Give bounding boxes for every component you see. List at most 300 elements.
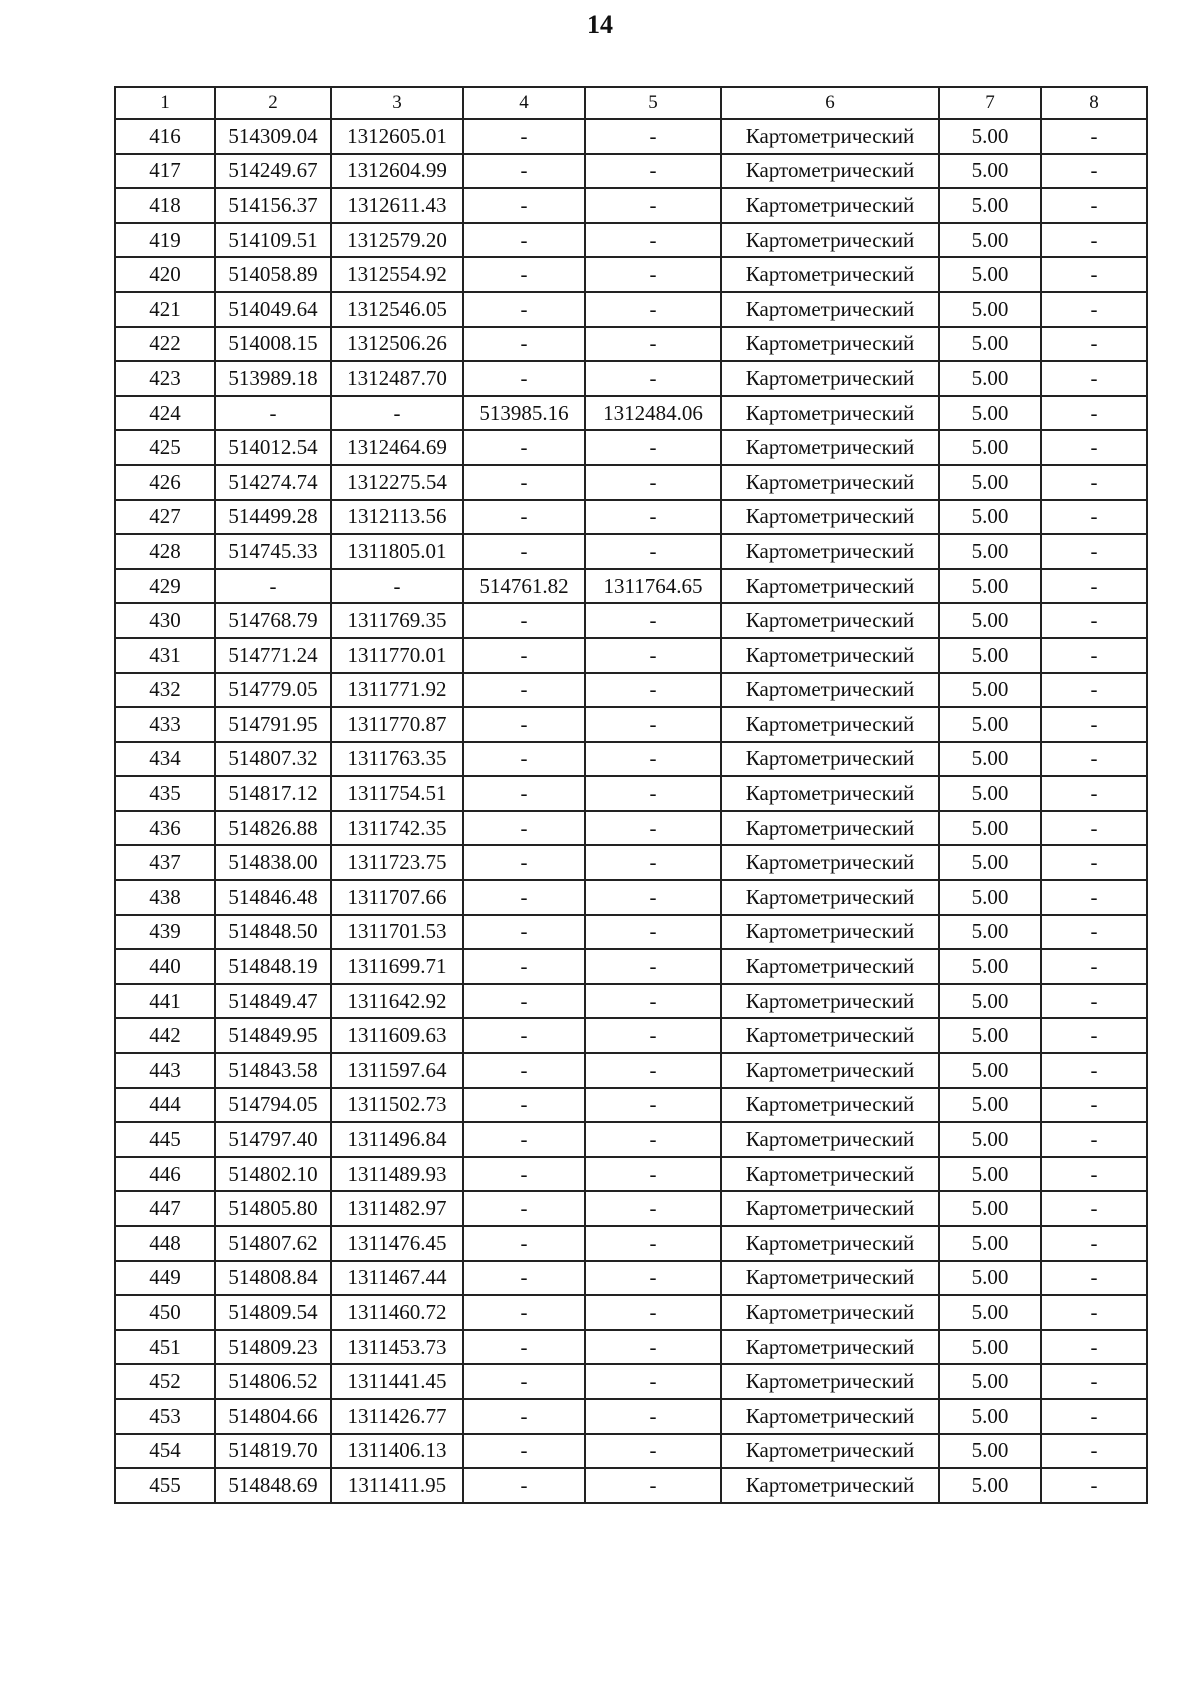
table-row	[115, 119, 1147, 154]
table-row	[115, 1053, 1147, 1088]
table-row	[115, 880, 1147, 915]
y-coordinate-cell: 1312487.70	[331, 361, 463, 396]
y-new-coordinate-cell: -	[585, 1226, 721, 1261]
table-row	[115, 673, 1147, 708]
x-coordinate-cell: 514806.52	[215, 1364, 331, 1399]
y-coordinate-cell: 1311406.13	[331, 1434, 463, 1469]
y-new-coordinate-cell: -	[585, 1053, 721, 1088]
point-number-cell: 439	[115, 915, 215, 950]
method-cell: Картометрический	[721, 638, 939, 673]
point-number-cell: 427	[115, 500, 215, 535]
accuracy-cell: 5.00	[939, 500, 1041, 535]
coordinates-table	[114, 86, 1148, 1504]
note-cell: -	[1041, 223, 1147, 258]
y-new-coordinate-cell: -	[585, 327, 721, 362]
y-coordinate-cell: 1311771.92	[331, 673, 463, 708]
accuracy-cell: 5.00	[939, 223, 1041, 258]
x-new-coordinate-cell: -	[463, 1088, 585, 1123]
x-new-coordinate-cell: -	[463, 1053, 585, 1088]
accuracy-cell: 5.00	[939, 776, 1041, 811]
y-new-coordinate-cell: -	[585, 984, 721, 1019]
y-new-coordinate-cell: -	[585, 119, 721, 154]
x-coordinate-cell: 514848.19	[215, 949, 331, 984]
x-coordinate-cell: 514848.69	[215, 1468, 331, 1503]
point-number-cell: 418	[115, 188, 215, 223]
x-new-coordinate-cell: -	[463, 361, 585, 396]
note-cell: -	[1041, 1295, 1147, 1330]
x-new-coordinate-cell: -	[463, 1295, 585, 1330]
point-number-cell: 444	[115, 1088, 215, 1123]
y-coordinate-cell: 1311453.73	[331, 1330, 463, 1365]
table-row	[115, 327, 1147, 362]
accuracy-cell: 5.00	[939, 1261, 1041, 1296]
method-cell: Картометрический	[721, 361, 939, 396]
table-row	[115, 465, 1147, 500]
note-cell: -	[1041, 327, 1147, 362]
x-new-coordinate-cell: -	[463, 811, 585, 846]
x-coordinate-cell: 514804.66	[215, 1399, 331, 1434]
x-new-coordinate-cell: -	[463, 119, 585, 154]
accuracy-cell: 5.00	[939, 154, 1041, 189]
note-cell: -	[1041, 603, 1147, 638]
note-cell: -	[1041, 1434, 1147, 1469]
y-new-coordinate-cell: -	[585, 257, 721, 292]
y-coordinate-cell: 1312605.01	[331, 119, 463, 154]
accuracy-cell: 5.00	[939, 119, 1041, 154]
x-new-coordinate-cell: -	[463, 603, 585, 638]
x-new-coordinate-cell: -	[463, 880, 585, 915]
x-new-coordinate-cell: -	[463, 430, 585, 465]
column-header: 5	[585, 87, 721, 119]
accuracy-cell: 5.00	[939, 361, 1041, 396]
method-cell: Картометрический	[721, 673, 939, 708]
note-cell: -	[1041, 396, 1147, 431]
y-coordinate-cell: 1311723.75	[331, 845, 463, 880]
y-coordinate-cell: 1311441.45	[331, 1364, 463, 1399]
note-cell: -	[1041, 707, 1147, 742]
method-cell: Картометрический	[721, 500, 939, 535]
accuracy-cell: 5.00	[939, 673, 1041, 708]
method-cell: Картометрический	[721, 811, 939, 846]
x-coordinate-cell: 514809.54	[215, 1295, 331, 1330]
point-number-cell: 438	[115, 880, 215, 915]
x-coordinate-cell: 514849.47	[215, 984, 331, 1019]
x-coordinate-cell: 514012.54	[215, 430, 331, 465]
point-number-cell: 437	[115, 845, 215, 880]
method-cell: Картометрический	[721, 845, 939, 880]
x-coordinate-cell: 514826.88	[215, 811, 331, 846]
note-cell: -	[1041, 1053, 1147, 1088]
table-row	[115, 915, 1147, 950]
method-cell: Картометрический	[721, 154, 939, 189]
accuracy-cell: 5.00	[939, 1330, 1041, 1365]
method-cell: Картометрический	[721, 1088, 939, 1123]
method-cell: Картометрический	[721, 1295, 939, 1330]
x-coordinate-cell: 514817.12	[215, 776, 331, 811]
method-cell: Картометрический	[721, 776, 939, 811]
point-number-cell: 433	[115, 707, 215, 742]
accuracy-cell: 5.00	[939, 1122, 1041, 1157]
y-new-coordinate-cell: -	[585, 188, 721, 223]
table-row	[115, 223, 1147, 258]
note-cell: -	[1041, 154, 1147, 189]
point-number-cell: 423	[115, 361, 215, 396]
y-new-coordinate-cell: -	[585, 880, 721, 915]
accuracy-cell: 5.00	[939, 569, 1041, 604]
y-coordinate-cell: 1311770.87	[331, 707, 463, 742]
method-cell: Картометрический	[721, 1468, 939, 1503]
note-cell: -	[1041, 188, 1147, 223]
accuracy-cell: 5.00	[939, 845, 1041, 880]
method-cell: Картометрический	[721, 534, 939, 569]
point-number-cell: 424	[115, 396, 215, 431]
page-number: 14	[587, 10, 613, 39]
x-new-coordinate-cell: -	[463, 1364, 585, 1399]
point-number-cell: 446	[115, 1157, 215, 1192]
point-number-cell: 436	[115, 811, 215, 846]
point-number-cell: 448	[115, 1226, 215, 1261]
y-new-coordinate-cell: -	[585, 292, 721, 327]
note-cell: -	[1041, 915, 1147, 950]
note-cell: -	[1041, 638, 1147, 673]
accuracy-cell: 5.00	[939, 1226, 1041, 1261]
x-new-coordinate-cell: -	[463, 257, 585, 292]
y-new-coordinate-cell: -	[585, 1157, 721, 1192]
method-cell: Картометрический	[721, 223, 939, 258]
accuracy-cell: 5.00	[939, 915, 1041, 950]
x-coordinate-cell: 514049.64	[215, 292, 331, 327]
note-cell: -	[1041, 776, 1147, 811]
x-coordinate-cell: 514794.05	[215, 1088, 331, 1123]
point-number-cell: 420	[115, 257, 215, 292]
point-number-cell: 432	[115, 673, 215, 708]
y-coordinate-cell: 1312506.26	[331, 327, 463, 362]
y-coordinate-cell: 1312611.43	[331, 188, 463, 223]
accuracy-cell: 5.00	[939, 292, 1041, 327]
table-row	[115, 1088, 1147, 1123]
x-new-coordinate-cell: -	[463, 1330, 585, 1365]
column-header: 1	[115, 87, 215, 119]
x-new-coordinate-cell: -	[463, 984, 585, 1019]
x-coordinate-cell: 514309.04	[215, 119, 331, 154]
accuracy-cell: 5.00	[939, 465, 1041, 500]
x-coordinate-cell: 514791.95	[215, 707, 331, 742]
x-new-coordinate-cell: -	[463, 949, 585, 984]
y-coordinate-cell: 1311770.01	[331, 638, 463, 673]
y-coordinate-cell: 1311476.45	[331, 1226, 463, 1261]
table-body	[115, 119, 1147, 1503]
column-header: 7	[939, 87, 1041, 119]
y-coordinate-cell: 1311482.97	[331, 1191, 463, 1226]
accuracy-cell: 5.00	[939, 257, 1041, 292]
method-cell: Картометрический	[721, 742, 939, 777]
y-coordinate-cell: 1311496.84	[331, 1122, 463, 1157]
y-new-coordinate-cell: -	[585, 500, 721, 535]
point-number-cell: 435	[115, 776, 215, 811]
y-new-coordinate-cell: -	[585, 1364, 721, 1399]
table-row	[115, 257, 1147, 292]
x-coordinate-cell: 514499.28	[215, 500, 331, 535]
accuracy-cell: 5.00	[939, 1434, 1041, 1469]
accuracy-cell: 5.00	[939, 430, 1041, 465]
method-cell: Картометрический	[721, 1018, 939, 1053]
y-new-coordinate-cell: -	[585, 1468, 721, 1503]
note-cell: -	[1041, 845, 1147, 880]
point-number-cell: 442	[115, 1018, 215, 1053]
method-cell: Картометрический	[721, 880, 939, 915]
y-new-coordinate-cell: 1311764.65	[585, 569, 721, 604]
x-coordinate-cell: 514805.80	[215, 1191, 331, 1226]
note-cell: -	[1041, 1330, 1147, 1365]
note-cell: -	[1041, 534, 1147, 569]
table-row	[115, 1295, 1147, 1330]
x-coordinate-cell: 514808.84	[215, 1261, 331, 1296]
accuracy-cell: 5.00	[939, 880, 1041, 915]
y-new-coordinate-cell: -	[585, 361, 721, 396]
method-cell: Картометрический	[721, 1053, 939, 1088]
table-row	[115, 1157, 1147, 1192]
y-coordinate-cell: 1311467.44	[331, 1261, 463, 1296]
x-coordinate-cell: 514819.70	[215, 1434, 331, 1469]
point-number-cell: 445	[115, 1122, 215, 1157]
method-cell: Картометрический	[721, 1330, 939, 1365]
y-new-coordinate-cell: -	[585, 811, 721, 846]
table-row	[115, 1330, 1147, 1365]
note-cell: -	[1041, 1399, 1147, 1434]
column-header: 3	[331, 87, 463, 119]
y-new-coordinate-cell: -	[585, 673, 721, 708]
y-new-coordinate-cell: -	[585, 1191, 721, 1226]
accuracy-cell: 5.00	[939, 638, 1041, 673]
y-coordinate-cell: 1311763.35	[331, 742, 463, 777]
note-cell: -	[1041, 673, 1147, 708]
note-cell: -	[1041, 1468, 1147, 1503]
y-new-coordinate-cell: -	[585, 430, 721, 465]
table-row	[115, 500, 1147, 535]
y-new-coordinate-cell: -	[585, 776, 721, 811]
x-coordinate-cell: 514771.24	[215, 638, 331, 673]
note-cell: -	[1041, 361, 1147, 396]
x-coordinate-cell: 514849.95	[215, 1018, 331, 1053]
y-coordinate-cell: 1311411.95	[331, 1468, 463, 1503]
method-cell: Картометрический	[721, 984, 939, 1019]
accuracy-cell: 5.00	[939, 742, 1041, 777]
table-row	[115, 1226, 1147, 1261]
y-coordinate-cell: 1311426.77	[331, 1399, 463, 1434]
method-cell: Картометрический	[721, 257, 939, 292]
method-cell: Картометрический	[721, 1226, 939, 1261]
accuracy-cell: 5.00	[939, 1053, 1041, 1088]
x-coordinate-cell: 514807.62	[215, 1226, 331, 1261]
method-cell: Картометрический	[721, 603, 939, 638]
y-coordinate-cell: 1311742.35	[331, 811, 463, 846]
y-new-coordinate-cell: -	[585, 534, 721, 569]
x-new-coordinate-cell: -	[463, 500, 585, 535]
y-new-coordinate-cell: -	[585, 1330, 721, 1365]
y-new-coordinate-cell: -	[585, 1018, 721, 1053]
x-coordinate-cell: 514838.00	[215, 845, 331, 880]
point-number-cell: 421	[115, 292, 215, 327]
table-row	[115, 396, 1147, 431]
accuracy-cell: 5.00	[939, 327, 1041, 362]
note-cell: -	[1041, 742, 1147, 777]
x-new-coordinate-cell: -	[463, 292, 585, 327]
note-cell: -	[1041, 500, 1147, 535]
y-coordinate-cell: 1311701.53	[331, 915, 463, 950]
note-cell: -	[1041, 1088, 1147, 1123]
y-new-coordinate-cell: -	[585, 223, 721, 258]
table-row	[115, 811, 1147, 846]
y-coordinate-cell: 1311597.64	[331, 1053, 463, 1088]
table-row	[115, 292, 1147, 327]
point-number-cell: 451	[115, 1330, 215, 1365]
point-number-cell: 452	[115, 1364, 215, 1399]
accuracy-cell: 5.00	[939, 396, 1041, 431]
accuracy-cell: 5.00	[939, 984, 1041, 1019]
table-row	[115, 569, 1147, 604]
note-cell: -	[1041, 1191, 1147, 1226]
accuracy-cell: 5.00	[939, 188, 1041, 223]
note-cell: -	[1041, 1261, 1147, 1296]
column-header: 4	[463, 87, 585, 119]
y-coordinate-cell: 1311502.73	[331, 1088, 463, 1123]
method-cell: Картометрический	[721, 430, 939, 465]
column-header: 2	[215, 87, 331, 119]
y-new-coordinate-cell: -	[585, 603, 721, 638]
y-new-coordinate-cell: -	[585, 638, 721, 673]
method-cell: Картометрический	[721, 1191, 939, 1226]
y-new-coordinate-cell: -	[585, 1295, 721, 1330]
note-cell: -	[1041, 1157, 1147, 1192]
x-new-coordinate-cell: -	[463, 1434, 585, 1469]
note-cell: -	[1041, 569, 1147, 604]
point-number-cell: 430	[115, 603, 215, 638]
x-new-coordinate-cell: -	[463, 188, 585, 223]
y-coordinate-cell: 1311805.01	[331, 534, 463, 569]
y-coordinate-cell: 1312275.54	[331, 465, 463, 500]
note-cell: -	[1041, 1018, 1147, 1053]
x-coordinate-cell: 514156.37	[215, 188, 331, 223]
table-row	[115, 1261, 1147, 1296]
x-coordinate-cell: 514797.40	[215, 1122, 331, 1157]
accuracy-cell: 5.00	[939, 1018, 1041, 1053]
method-cell: Картометрический	[721, 396, 939, 431]
method-cell: Картометрический	[721, 1399, 939, 1434]
table-row	[115, 430, 1147, 465]
x-coordinate-cell: -	[215, 396, 331, 431]
table-row	[115, 361, 1147, 396]
method-cell: Картометрический	[721, 1157, 939, 1192]
x-coordinate-cell: 514008.15	[215, 327, 331, 362]
x-new-coordinate-cell: -	[463, 742, 585, 777]
x-coordinate-cell: 513989.18	[215, 361, 331, 396]
method-cell: Картометрический	[721, 292, 939, 327]
point-number-cell: 422	[115, 327, 215, 362]
accuracy-cell: 5.00	[939, 534, 1041, 569]
column-header: 8	[1041, 87, 1147, 119]
x-new-coordinate-cell: -	[463, 1226, 585, 1261]
y-coordinate-cell: 1312554.92	[331, 257, 463, 292]
y-coordinate-cell: 1311460.72	[331, 1295, 463, 1330]
y-coordinate-cell: -	[331, 569, 463, 604]
method-cell: Картометрический	[721, 188, 939, 223]
x-new-coordinate-cell: -	[463, 1468, 585, 1503]
note-cell: -	[1041, 1364, 1147, 1399]
x-new-coordinate-cell: 513985.16	[463, 396, 585, 431]
x-new-coordinate-cell: -	[463, 1261, 585, 1296]
note-cell: -	[1041, 811, 1147, 846]
x-coordinate-cell: 514802.10	[215, 1157, 331, 1192]
table-row	[115, 845, 1147, 880]
column-header: 6	[721, 87, 939, 119]
method-cell: Картометрический	[721, 1364, 939, 1399]
note-cell: -	[1041, 430, 1147, 465]
note-cell: -	[1041, 1226, 1147, 1261]
method-cell: Картометрический	[721, 1122, 939, 1157]
point-number-cell: 440	[115, 949, 215, 984]
point-number-cell: 434	[115, 742, 215, 777]
y-new-coordinate-cell: -	[585, 1261, 721, 1296]
accuracy-cell: 5.00	[939, 1468, 1041, 1503]
y-new-coordinate-cell: -	[585, 845, 721, 880]
table-header-row	[115, 87, 1147, 119]
method-cell: Картометрический	[721, 949, 939, 984]
table-row	[115, 1191, 1147, 1226]
x-coordinate-cell: 514779.05	[215, 673, 331, 708]
x-new-coordinate-cell: -	[463, 1122, 585, 1157]
method-cell: Картометрический	[721, 1434, 939, 1469]
y-new-coordinate-cell: -	[585, 1399, 721, 1434]
y-coordinate-cell: 1312546.05	[331, 292, 463, 327]
y-new-coordinate-cell: 1312484.06	[585, 396, 721, 431]
y-new-coordinate-cell: -	[585, 154, 721, 189]
x-new-coordinate-cell: -	[463, 776, 585, 811]
y-coordinate-cell: 1311609.63	[331, 1018, 463, 1053]
x-new-coordinate-cell: -	[463, 534, 585, 569]
note-cell: -	[1041, 949, 1147, 984]
note-cell: -	[1041, 292, 1147, 327]
y-new-coordinate-cell: -	[585, 465, 721, 500]
accuracy-cell: 5.00	[939, 1191, 1041, 1226]
y-new-coordinate-cell: -	[585, 1434, 721, 1469]
point-number-cell: 416	[115, 119, 215, 154]
x-coordinate-cell: 514807.32	[215, 742, 331, 777]
point-number-cell: 419	[115, 223, 215, 258]
table-row	[115, 1399, 1147, 1434]
accuracy-cell: 5.00	[939, 1157, 1041, 1192]
x-new-coordinate-cell: -	[463, 1191, 585, 1226]
table-row	[115, 1468, 1147, 1503]
y-coordinate-cell: 1311769.35	[331, 603, 463, 638]
point-number-cell: 455	[115, 1468, 215, 1503]
method-cell: Картометрический	[721, 465, 939, 500]
note-cell: -	[1041, 119, 1147, 154]
x-new-coordinate-cell: -	[463, 223, 585, 258]
y-coordinate-cell: 1312464.69	[331, 430, 463, 465]
table-row	[115, 1364, 1147, 1399]
x-new-coordinate-cell: 514761.82	[463, 569, 585, 604]
method-cell: Картометрический	[721, 707, 939, 742]
point-number-cell: 449	[115, 1261, 215, 1296]
y-new-coordinate-cell: -	[585, 707, 721, 742]
table-row	[115, 707, 1147, 742]
table-row	[115, 188, 1147, 223]
y-coordinate-cell: -	[331, 396, 463, 431]
x-coordinate-cell: 514846.48	[215, 880, 331, 915]
x-coordinate-cell: 514274.74	[215, 465, 331, 500]
point-number-cell: 441	[115, 984, 215, 1019]
x-coordinate-cell: 514109.51	[215, 223, 331, 258]
